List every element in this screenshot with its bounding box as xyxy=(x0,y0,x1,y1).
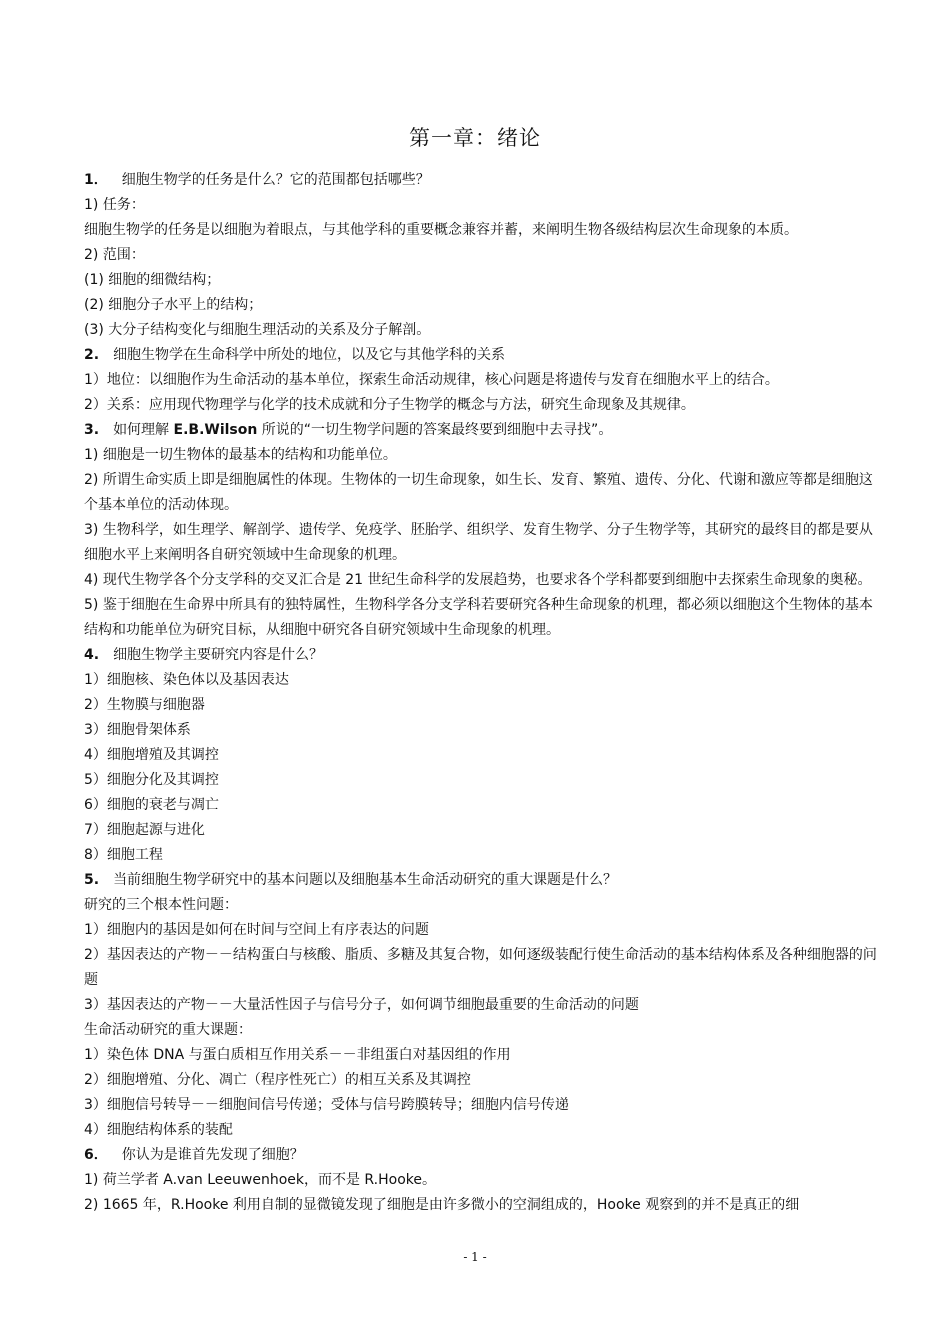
question-text: 如何理解 xyxy=(113,422,174,438)
question-heading xyxy=(84,868,880,893)
paragraph-line: 5) 鉴于细胞在生命界中所具有的独特属性，生物科学各分支学科若要研究各种生命现象的机理，都必须以细胞这个生物体的基本结构和功能单位为研究目标，从细胞中研究各自研究领域中生命现象的机理。 xyxy=(84,597,873,638)
paragraph-line: 2）基因表达的产物－－结构蛋白与核酸、脂质、多糖及其复合物，如何逐级装配行使生命活动的基本结构体系及各种细胞器的问题 xyxy=(84,947,877,988)
paragraph-line: 2) 1665 年，R.Hooke 利用自制的显微镜发现了细胞是由许多微小的空洞组成的，Hooke 观察到的并不是真正的细 xyxy=(84,1197,800,1213)
paragraph-line: 2) 范围： xyxy=(84,247,145,263)
paragraph-line: 1）染色体 DNA 与蛋白质相互作用关系－－非组蛋白对基因组的作用 xyxy=(84,1047,511,1063)
paragraph-line: 1) 细胞是一切生物体的最基本的结构和功能单位。 xyxy=(84,447,397,463)
paragraph-line: 4）细胞结构体系的装配 xyxy=(84,1122,233,1138)
question-number: 6． xyxy=(84,1147,108,1163)
question-number: 5. xyxy=(84,872,100,888)
question-text: 当前细胞生物学研究中的基本问题以及细胞基本生命活动研究的重大课题是什么？ xyxy=(113,872,618,888)
paragraph-line: 1) 荷兰学者 A.van Leeuwenhoek，而不是 R.Hooke。 xyxy=(84,1172,436,1188)
paragraph-line: 2）细胞增殖、分化、凋亡（程序性死亡）的相互关系及其调控 xyxy=(84,1072,471,1088)
question-text: 你认为是谁首先发现了细胞？ xyxy=(121,1147,304,1163)
question-number: 4. xyxy=(84,647,100,663)
page-number: - 1 - xyxy=(463,1250,487,1264)
paragraph-line: 2）关系：应用现代物理学与化学的技术成就和分子生物学的概念与方法，研究生命现象及其规律。 xyxy=(84,397,695,413)
question-number: 3. xyxy=(84,422,100,438)
paragraph-line: 2) 所谓生命实质上即是细胞属性的体现。生物体的一切生命现象，如生长、发育、繁殖、遗传、分化、代谢和激应等都是细胞这个基本单位的活动体现。 xyxy=(84,472,873,513)
paragraph-line: 2）生物膜与细胞器 xyxy=(84,697,205,713)
paragraph-line: 3）细胞信号转导－－细胞间信号传递；受体与信号跨膜转导；细胞内信号传递 xyxy=(84,1097,569,1113)
question-text: 细胞生物学主要研究内容是什么？ xyxy=(113,647,324,663)
document-body xyxy=(84,168,880,1218)
paragraph-line: 5）细胞分化及其调控 xyxy=(84,772,219,788)
paragraph-line: 7）细胞起源与进化 xyxy=(84,822,205,838)
paragraph-line: 8）细胞工程 xyxy=(84,847,163,863)
paragraph-line: 生命活动研究的重大课题： xyxy=(84,1022,252,1038)
question-heading xyxy=(84,418,880,443)
paragraph-line: (3) 大分子结构变化与细胞生理活动的关系及分子解剖。 xyxy=(84,322,431,338)
paragraph-line: 6）细胞的衰老与凋亡 xyxy=(84,797,219,813)
paragraph-line: 3）细胞骨架体系 xyxy=(84,722,191,738)
question-text: 细胞生物学的任务是什么？它的范围都包括哪些？ xyxy=(121,172,430,188)
question-text: 细胞生物学在生命科学中所处的地位，以及它与其他学科的关系 xyxy=(113,347,506,363)
question-text: 所说的“一切生物学问题的答案最终要到细胞中去寻找”。 xyxy=(257,422,613,438)
paragraph-line: 1）细胞核、染色体以及基因表达 xyxy=(84,672,289,688)
paragraph-line: 研究的三个根本性问题： xyxy=(84,897,238,913)
paragraph-line: 1) 任务： xyxy=(84,197,145,213)
paragraph-line: 3）基因表达的产物－－大量活性因子与信号分子，如何调节细胞最重要的生命活动的问题 xyxy=(84,997,639,1013)
paragraph-line: 1）地位：以细胞作为生命活动的基本单位，探索生命活动规律，核心问题是将遗传与发育在细胞水平上的结合。 xyxy=(84,372,779,388)
paragraph-line: (2) 细胞分子水平上的结构； xyxy=(84,297,263,313)
paragraph-line: 细胞生物学的任务是以细胞为着眼点，与其他学科的重要概念兼容并蓄，来阐明生物各级结构层次生命现象的本质。 xyxy=(84,222,798,238)
question-bold-name: E.B.Wilson xyxy=(173,422,258,438)
question-number: 2. xyxy=(84,347,100,363)
paragraph-line: 4）细胞增殖及其调控 xyxy=(84,747,219,763)
chapter-title: 第一章：绪论 xyxy=(409,126,541,150)
question-number: 1． xyxy=(84,172,108,188)
question-heading xyxy=(84,168,880,193)
paragraph-line: (1) 细胞的细微结构； xyxy=(84,272,221,288)
question-heading xyxy=(84,343,880,368)
question-heading xyxy=(84,643,880,668)
paragraph-line: 1）细胞内的基因是如何在时间与空间上有序表达的问题 xyxy=(84,922,429,938)
question-heading xyxy=(84,1143,880,1168)
paragraph-line: 3) 生物科学，如生理学、解剖学、遗传学、免疫学、胚胎学、组织学、发育生物学、分子生物学等，其研究的最终目的都是要从细胞水平上来阐明各自研究领域中生命现象的机理。 xyxy=(84,522,873,563)
paragraph-line: 4) 现代生物学各个分支学科的交叉汇合是 21 世纪生命科学的发展趋势，也要求各个学科都要到细胞中去探索生命现象的奥秘。 xyxy=(84,572,872,588)
